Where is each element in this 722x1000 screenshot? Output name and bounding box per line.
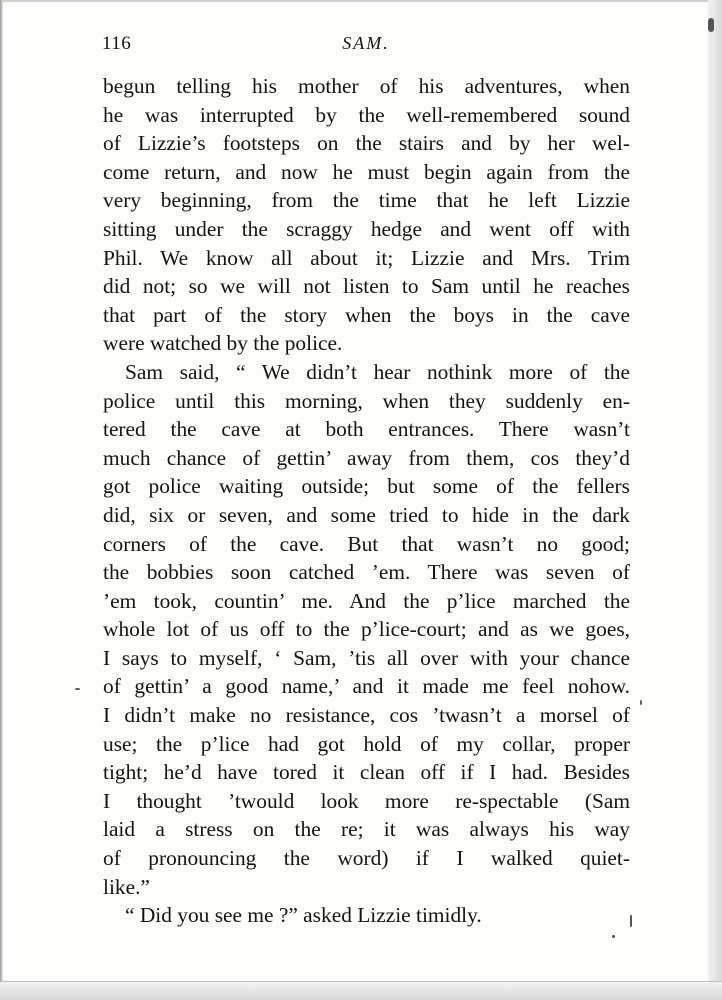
speck-mark xyxy=(630,915,632,927)
running-head: SAM. xyxy=(342,33,390,53)
page-edge-top xyxy=(0,0,722,2)
text-line: whole lot of us off to the p’lice-court; and as we goes, xyxy=(103,617,630,642)
text-line: of gettin’ a good name,’ and it made me feel nohow. xyxy=(103,674,630,699)
text-line: did not; so we will not listen to Sam until he reaches xyxy=(103,274,630,299)
text-line: I says to myself, ‘ Sam, ’tis all over with your chance xyxy=(103,645,630,670)
text-line: were watched by the police. xyxy=(103,331,343,356)
text-line: begun telling his mother of his adventures, when xyxy=(103,74,630,98)
speck-mark xyxy=(640,700,642,705)
text-line: that part of the story when the boys in the cave xyxy=(103,302,630,327)
page-edge-right xyxy=(708,0,722,1000)
text-line: of pronouncing the word) if I walked quiet- xyxy=(103,846,630,871)
text-line: of Lizzie’s footsteps on the stairs and by her wel- xyxy=(103,131,630,156)
text-line: I didn’t make no resistance, cos ’twasn’t a morsel of xyxy=(103,703,630,728)
text-line: did, six or seven, and some tried to hide in the dark xyxy=(103,502,630,527)
text-line: use; the p’lice had got hold of my collar, proper xyxy=(103,731,630,756)
text-line: tight; he’d have tored it clean off if I had. Besides xyxy=(103,760,630,785)
speck-mark xyxy=(75,688,80,690)
text-line: police until this morning, when they suddenly en- xyxy=(103,388,630,413)
text-line: much chance of gettin’ away from them, cos they’d xyxy=(103,445,630,470)
text-line: got police waiting outside; but some of the fellers xyxy=(103,474,630,499)
speck-mark xyxy=(612,935,615,938)
text-line: corners of the cave. But that wasn’t no good; xyxy=(103,531,630,556)
text-line: very beginning, from the time that he left Lizzie xyxy=(103,188,630,213)
body-text xyxy=(103,72,630,930)
speck-mark xyxy=(708,18,714,32)
text-line: I thought ’twould look more re-spectable (Sam xyxy=(103,788,630,813)
text-line: he was interrupted by the well-remembered sound xyxy=(103,102,630,127)
page-edge-bottom xyxy=(0,981,722,1000)
page-header xyxy=(102,33,630,57)
page-number: 116 xyxy=(102,33,132,54)
page-edge-left xyxy=(0,0,3,1000)
text-line: the bobbies soon catched ’em. There was seven of xyxy=(103,560,630,585)
text-line: come return, and now he must begin again from the xyxy=(103,159,630,184)
text-line: Phil. We know all about it; Lizzie and Mrs. Trim xyxy=(103,245,630,270)
text-line: laid a stress on the re; it was always his way xyxy=(103,817,630,842)
text-line: “ Did you see me ?” asked Lizzie timidly. xyxy=(125,903,482,928)
text-line: ’em took, countin’ me. And the p’lice marched the xyxy=(103,588,630,613)
text-line: sitting under the scraggy hedge and went off with xyxy=(103,216,630,241)
text-line: Sam said, “ We didn’t hear nothink more of the xyxy=(125,359,630,384)
text-line: like.” xyxy=(103,874,150,899)
text-line: tered the cave at both entrances. There wasn’t xyxy=(103,417,630,442)
